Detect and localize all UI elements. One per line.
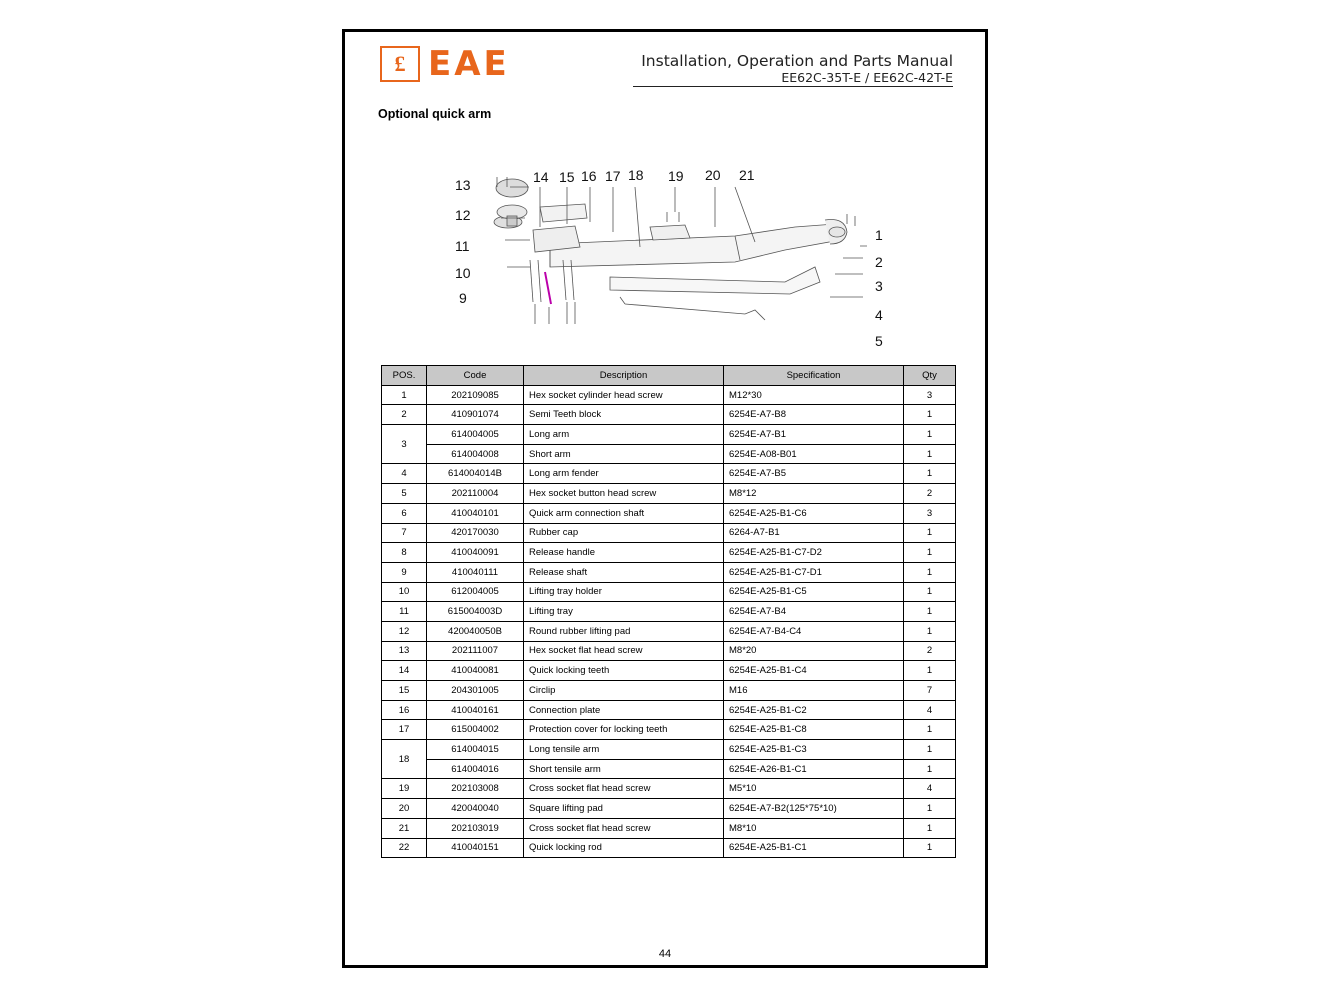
callout-17: 17 bbox=[605, 168, 621, 184]
manual-title: Installation, Operation and Parts Manual bbox=[641, 52, 953, 70]
spec-cell: M12*30 bbox=[724, 385, 904, 405]
spec-cell: 6254E-A25-B1-C1 bbox=[724, 838, 904, 858]
spec-cell: 6254E-A7-B4 bbox=[724, 602, 904, 622]
pos-cell: 21 bbox=[382, 818, 427, 838]
table-row bbox=[382, 562, 956, 582]
code-cell: 420170030 bbox=[427, 523, 524, 543]
qty-cell: 1 bbox=[904, 602, 956, 622]
description-cell: Quick arm connection shaft bbox=[524, 503, 724, 523]
table-row bbox=[382, 818, 956, 838]
description-cell: Cross socket flat head screw bbox=[524, 779, 724, 799]
table-row bbox=[382, 720, 956, 740]
code-cell: 615004002 bbox=[427, 720, 524, 740]
qty-cell: 1 bbox=[904, 543, 956, 563]
code-cell: 202103019 bbox=[427, 818, 524, 838]
spec-cell: M5*10 bbox=[724, 779, 904, 799]
code-cell: 420040050B bbox=[427, 621, 524, 641]
pos-cell: 9 bbox=[382, 562, 427, 582]
callout-3: 3 bbox=[875, 278, 883, 294]
spec-cell: M16 bbox=[724, 681, 904, 701]
eae-logo-icon: £ bbox=[380, 46, 420, 82]
spec-cell: 6254E-A08-B01 bbox=[724, 444, 904, 464]
pos-cell: 2 bbox=[382, 405, 427, 425]
qty-cell: 2 bbox=[904, 641, 956, 661]
code-cell: 204301005 bbox=[427, 681, 524, 701]
code-cell: 614004008 bbox=[427, 444, 524, 464]
table-row bbox=[382, 543, 956, 563]
description-cell: Long tensile arm bbox=[524, 740, 724, 760]
callout-20: 20 bbox=[705, 167, 721, 183]
code-cell: 614004016 bbox=[427, 759, 524, 779]
code-cell: 410040111 bbox=[427, 562, 524, 582]
code-cell: 614004014B bbox=[427, 464, 524, 484]
spec-cell: M8*20 bbox=[724, 641, 904, 661]
qty-cell: 4 bbox=[904, 700, 956, 720]
qty-cell: 1 bbox=[904, 799, 956, 819]
spec-cell: M8*12 bbox=[724, 484, 904, 504]
table-row bbox=[382, 602, 956, 622]
table-row bbox=[382, 621, 956, 641]
code-cell: 410040161 bbox=[427, 700, 524, 720]
description-cell: Square lifting pad bbox=[524, 799, 724, 819]
table-row bbox=[382, 405, 956, 425]
spec-cell: 6254E-A25-B1-C5 bbox=[724, 582, 904, 602]
pos-cell: 15 bbox=[382, 681, 427, 701]
qty-cell: 2 bbox=[904, 484, 956, 504]
description-cell: Semi Teeth block bbox=[524, 405, 724, 425]
spec-cell: 6254E-A7-B2(125*75*10) bbox=[724, 799, 904, 819]
pos-cell: 14 bbox=[382, 661, 427, 681]
description-cell: Lifting tray bbox=[524, 602, 724, 622]
spec-cell: 6254E-A25-B1-C3 bbox=[724, 740, 904, 760]
callout-2: 2 bbox=[875, 254, 883, 270]
col-header-qty: Qty bbox=[904, 366, 956, 386]
table-header-row bbox=[382, 366, 956, 386]
table-row bbox=[382, 779, 956, 799]
section-title: Optional quick arm bbox=[378, 107, 492, 121]
pos-cell: 12 bbox=[382, 621, 427, 641]
spec-cell: 6264-A7-B1 bbox=[724, 523, 904, 543]
pos-cell: 7 bbox=[382, 523, 427, 543]
callout-21: 21 bbox=[739, 167, 755, 183]
spec-cell: 6254E-A25-B1-C4 bbox=[724, 661, 904, 681]
qty-cell: 4 bbox=[904, 779, 956, 799]
exploded-parts-diagram bbox=[435, 132, 905, 360]
qty-cell: 1 bbox=[904, 818, 956, 838]
table-row bbox=[382, 799, 956, 819]
qty-cell: 1 bbox=[904, 621, 956, 641]
qty-cell: 1 bbox=[904, 444, 956, 464]
code-cell: 614004015 bbox=[427, 740, 524, 760]
qty-cell: 1 bbox=[904, 562, 956, 582]
qty-cell: 1 bbox=[904, 425, 956, 445]
table-row bbox=[382, 385, 956, 405]
pos-cell: 17 bbox=[382, 720, 427, 740]
callout-10: 10 bbox=[455, 265, 471, 281]
col-header-pos: POS. bbox=[382, 366, 427, 386]
description-cell: Protection cover for locking teeth bbox=[524, 720, 724, 740]
spec-cell: 6254E-A7-B8 bbox=[724, 405, 904, 425]
code-cell: 410040101 bbox=[427, 503, 524, 523]
description-cell: Long arm bbox=[524, 425, 724, 445]
table-row bbox=[382, 484, 956, 504]
code-cell: 614004005 bbox=[427, 425, 524, 445]
pos-cell: 18 bbox=[382, 740, 427, 779]
table-row bbox=[382, 503, 956, 523]
description-cell: Quick locking teeth bbox=[524, 661, 724, 681]
table-row bbox=[382, 838, 956, 858]
code-cell: 410040091 bbox=[427, 543, 524, 563]
table-row bbox=[382, 464, 956, 484]
code-cell: 410901074 bbox=[427, 405, 524, 425]
code-cell: 612004005 bbox=[427, 582, 524, 602]
callout-13: 13 bbox=[455, 177, 471, 193]
pos-cell: 20 bbox=[382, 799, 427, 819]
spec-cell: 6254E-A25-B1-C7-D1 bbox=[724, 562, 904, 582]
callout-4: 4 bbox=[875, 307, 883, 323]
spec-cell: 6254E-A25-B1-C6 bbox=[724, 503, 904, 523]
qty-cell: 1 bbox=[904, 523, 956, 543]
page-number: 44 bbox=[658, 948, 672, 960]
table-row bbox=[382, 523, 956, 543]
qty-cell: 3 bbox=[904, 503, 956, 523]
spec-cell: 6254E-A25-B1-C7-D2 bbox=[724, 543, 904, 563]
code-cell: 202109085 bbox=[427, 385, 524, 405]
qty-cell: 1 bbox=[904, 740, 956, 760]
qty-cell: 1 bbox=[904, 759, 956, 779]
pos-cell: 5 bbox=[382, 484, 427, 504]
callout-11: 11 bbox=[455, 238, 470, 254]
callout-1: 1 bbox=[875, 227, 883, 243]
pos-cell: 19 bbox=[382, 779, 427, 799]
description-cell: Short arm bbox=[524, 444, 724, 464]
qty-cell: 7 bbox=[904, 681, 956, 701]
callout-15: 15 bbox=[559, 169, 575, 185]
code-cell: 410040151 bbox=[427, 838, 524, 858]
table-row bbox=[382, 740, 956, 760]
spec-cell: 6254E-A25-B1-C2 bbox=[724, 700, 904, 720]
description-cell: Quick locking rod bbox=[524, 838, 724, 858]
callout-5: 5 bbox=[875, 333, 883, 349]
pos-cell: 4 bbox=[382, 464, 427, 484]
callout-14: 14 bbox=[533, 169, 549, 185]
description-cell: Circlip bbox=[524, 681, 724, 701]
parts-table bbox=[381, 365, 956, 858]
qty-cell: 1 bbox=[904, 464, 956, 484]
code-cell: 202111007 bbox=[427, 641, 524, 661]
col-header-description: Description bbox=[524, 366, 724, 386]
description-cell: Rubber cap bbox=[524, 523, 724, 543]
code-cell: 615004003D bbox=[427, 602, 524, 622]
document-header bbox=[633, 52, 953, 87]
callout-9: 9 bbox=[459, 290, 467, 306]
pos-cell: 16 bbox=[382, 700, 427, 720]
description-cell: Lifting tray holder bbox=[524, 582, 724, 602]
table-row bbox=[382, 582, 956, 602]
model-numbers: EE62C-35T-E / EE62C-42T-E bbox=[633, 70, 953, 87]
pos-cell: 8 bbox=[382, 543, 427, 563]
qty-cell: 1 bbox=[904, 838, 956, 858]
callout-18: 18 bbox=[628, 167, 644, 183]
col-header-code: Code bbox=[427, 366, 524, 386]
pos-cell: 10 bbox=[382, 582, 427, 602]
qty-cell: 1 bbox=[904, 720, 956, 740]
eae-logo bbox=[380, 46, 510, 82]
description-cell: Short tensile arm bbox=[524, 759, 724, 779]
spec-cell: 6254E-A26-B1-C1 bbox=[724, 759, 904, 779]
table-row bbox=[382, 444, 956, 464]
table-row bbox=[382, 759, 956, 779]
qty-cell: 1 bbox=[904, 661, 956, 681]
callout-19: 19 bbox=[668, 168, 684, 184]
description-cell: Hex socket cylinder head screw bbox=[524, 385, 724, 405]
pos-cell: 22 bbox=[382, 838, 427, 858]
qty-cell: 3 bbox=[904, 385, 956, 405]
pos-cell: 1 bbox=[382, 385, 427, 405]
description-cell: Connection plate bbox=[524, 700, 724, 720]
description-cell: Release handle bbox=[524, 543, 724, 563]
description-cell: Release shaft bbox=[524, 562, 724, 582]
description-cell: Hex socket flat head screw bbox=[524, 641, 724, 661]
manual-page bbox=[342, 29, 988, 968]
col-header-specification: Specification bbox=[724, 366, 904, 386]
spec-cell: M8*10 bbox=[724, 818, 904, 838]
description-cell: Cross socket flat head screw bbox=[524, 818, 724, 838]
callout-16: 16 bbox=[581, 168, 597, 184]
table-row bbox=[382, 700, 956, 720]
spec-cell: 6254E-A7-B4-C4 bbox=[724, 621, 904, 641]
qty-cell: 1 bbox=[904, 582, 956, 602]
code-cell: 202103008 bbox=[427, 779, 524, 799]
pos-cell: 6 bbox=[382, 503, 427, 523]
description-cell: Hex socket button head screw bbox=[524, 484, 724, 504]
description-cell: Round rubber lifting pad bbox=[524, 621, 724, 641]
pos-cell: 11 bbox=[382, 602, 427, 622]
table-row bbox=[382, 681, 956, 701]
code-cell: 202110004 bbox=[427, 484, 524, 504]
table-row bbox=[382, 641, 956, 661]
code-cell: 410040081 bbox=[427, 661, 524, 681]
qty-cell: 1 bbox=[904, 405, 956, 425]
table-row bbox=[382, 661, 956, 681]
spec-cell: 6254E-A25-B1-C8 bbox=[724, 720, 904, 740]
spec-cell: 6254E-A7-B1 bbox=[724, 425, 904, 445]
description-cell: Long arm fender bbox=[524, 464, 724, 484]
pos-cell: 13 bbox=[382, 641, 427, 661]
table-row bbox=[382, 425, 956, 445]
callout-12: 12 bbox=[455, 207, 471, 223]
code-cell: 420040040 bbox=[427, 799, 524, 819]
pos-cell: 3 bbox=[382, 425, 427, 464]
brand-name: EAE bbox=[428, 44, 510, 84]
spec-cell: 6254E-A7-B5 bbox=[724, 464, 904, 484]
